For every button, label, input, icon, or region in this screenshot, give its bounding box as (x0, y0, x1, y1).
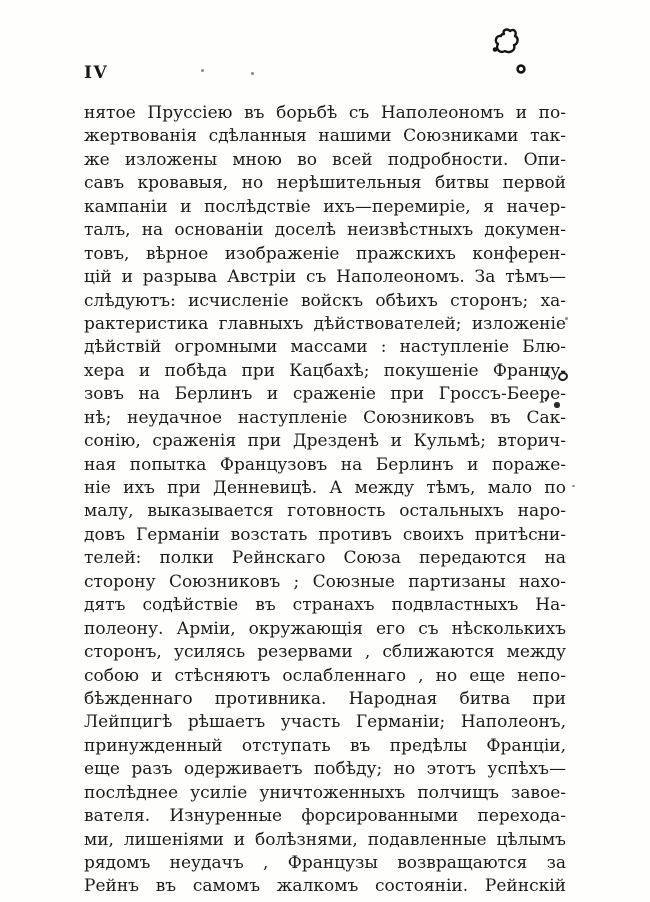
text-line: сторону Союзниковъ ; Союзные партизаны нахо- (84, 571, 566, 592)
text-line: ніе ихъ при Денневицѣ. А между тѣмъ, мало по (84, 478, 566, 498)
text-line: дѣйствій огромными массами : наступленіе Блю- (84, 337, 566, 358)
text-line: вателя. Изнуренные форсированными перехода- (84, 806, 566, 827)
text-line: телей: полки Рейнскаго Союза передаются на (84, 548, 566, 569)
text-line: ми, лишеніями и болѣзнями, подавленные цѣлымъ (84, 829, 566, 850)
text-line: послѣднее усиліе уничтоженныхъ полчищъ завое- (84, 782, 566, 803)
text-line: рактеристика главныхъ дѣйствователей; изложеніе (84, 313, 566, 334)
text-line: ная попытка Французовъ на Берлинъ и пораже- (84, 454, 566, 475)
text-line: зовъ на Берлинъ и сраженіе при Гроссъ-Беере- (84, 384, 566, 405)
text-line: хера и побѣда при Кацбахѣ; покушеніе Францу- (84, 360, 566, 381)
text-line: Лейпцигѣ рѣшаетъ участь Германіи; Наполеонъ, (84, 712, 566, 733)
text-line: принужденный отступать въ предѣлы Франціи, (84, 735, 566, 756)
text-line: полеону. Арміи, окружающія его съ нѣсколькихъ (84, 618, 566, 639)
text-line: довъ Германіи возстать противъ своихъ притѣсни- (84, 524, 566, 545)
text-line: товъ, вѣрное изображеніе пражскихъ конферен- (84, 243, 566, 264)
text-line: бѣжденнаго противника. Народная битва при (84, 688, 566, 709)
ink-speck (201, 69, 204, 72)
text-line: рядомъ неудачъ , Французы возвращаются за (84, 853, 566, 873)
text-line: же изложены мною во всей подробности. Опи- (84, 149, 566, 170)
body-text (84, 102, 566, 899)
text-line: дятъ содѣйствіе въ странахъ подвластныхъ На- (84, 595, 566, 616)
text-line: жертвованія сдѣланныя нашими Союзниками так- (84, 126, 566, 147)
text-line: сторонъ, усилясь резервами , сближаются между (84, 642, 566, 663)
text-line: сонію, сраженія при Дрезденѣ и Кульмѣ; вторич- (84, 431, 566, 452)
text-line: савъ кровавыя, но нерѣшительныя битвы первой (84, 173, 566, 194)
text-line: слѣдуютъ: исчисленіе войскъ обѣихъ сторонъ; ха- (84, 290, 566, 311)
text-line: нѣ; неудачное наступленіе Союзниковъ въ Сак- (84, 407, 566, 428)
text-line: талъ, на основаніи доселѣ неизвѣстныхъ докумен- (84, 220, 566, 241)
ink-speck (572, 485, 575, 487)
text-line: цій и разрыва Австріи съ Наполеономъ. За тѣмъ— (84, 267, 566, 288)
text-line: еще разъ одерживаетъ побѣду; но этотъ успѣхъ— (84, 759, 566, 780)
ink-speck (251, 72, 254, 75)
text-line: малу, выказывается готовность остальныхъ наро- (84, 501, 566, 522)
text-line: нятое Пруссіею въ борьбѣ съ Наполеономъ и по- (84, 103, 566, 123)
text-line: собою и стѣсняютъ ослабленнаго , но еще непо- (84, 665, 566, 686)
text-line: Рейнъ въ самомъ жалкомъ состояніи. Рейнскій (84, 876, 566, 897)
text-line: кампаніи и послѣдствіе ихъ—перемиріе, я начер- (84, 196, 566, 217)
ink-blot-stain (489, 27, 533, 79)
page-number: IV (84, 63, 109, 83)
